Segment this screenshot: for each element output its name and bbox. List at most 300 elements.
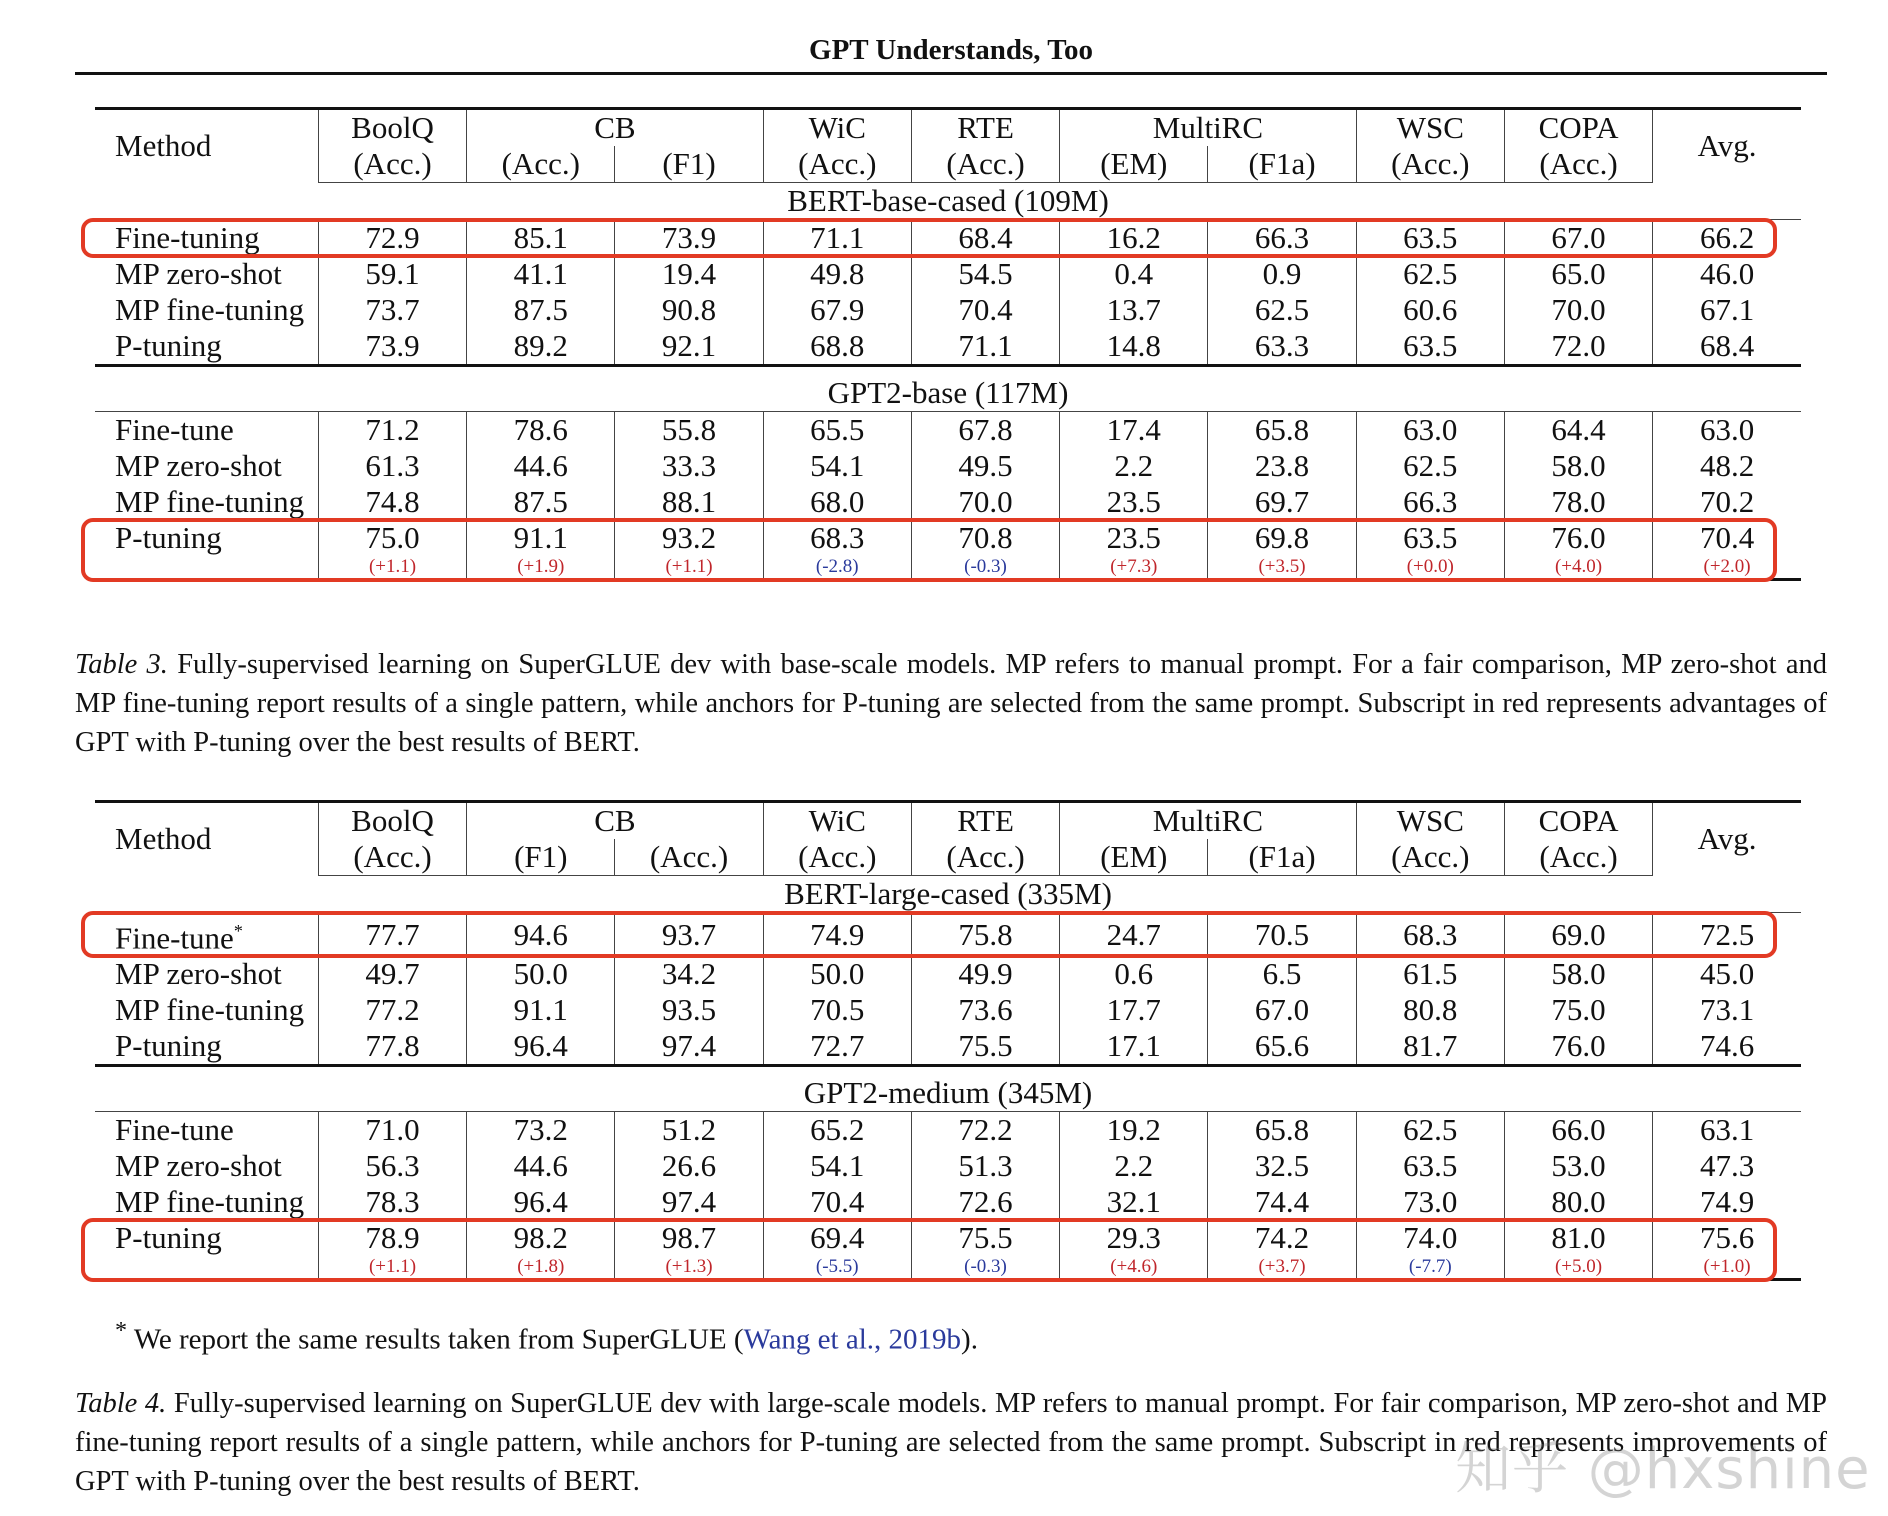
header-subrow [95,146,1801,183]
value-cell [467,448,615,484]
value: 63.0 [1699,412,1755,447]
value: 72.6 [958,1184,1013,1220]
value-cell [1504,412,1652,449]
footnote-end: ). [961,1323,978,1356]
value: 76.0 [1551,520,1606,555]
value: 63.5 [1403,1148,1458,1184]
value: 70.5 [1254,916,1310,952]
value-cell [615,448,763,484]
metric-label: (Acc.) [1504,839,1652,876]
value-cell [1060,1148,1208,1184]
value: 17.7 [1106,992,1161,1028]
value: 96.4 [513,1028,568,1064]
value: 78.0 [1551,484,1606,519]
value: 73.9 [661,220,717,255]
value: 67.8 [958,412,1013,447]
table-row [95,484,1801,520]
value: 19.2 [1106,1112,1161,1148]
value: 98.7 [661,1220,717,1256]
value-cell [1208,1112,1356,1149]
value-cell [1356,1148,1504,1184]
value: 70.0 [1551,292,1606,327]
value: 50.0 [810,956,865,992]
value: 56.3 [365,1148,420,1184]
value: 75.5 [958,1220,1013,1256]
value-cell [1356,1112,1504,1149]
value: 58.0 [1551,956,1606,992]
footnote-citation-link[interactable]: Wang et al., 2019b [743,1323,962,1356]
value: 62.5 [1403,448,1458,483]
value: 63.1 [1699,1112,1755,1148]
value: 71.2 [365,412,420,447]
value: 66.0 [1551,1112,1606,1148]
value: 76.0 [1551,1028,1606,1064]
column-header: WSC [1356,109,1504,147]
value: 69.0 [1551,916,1606,952]
value: 70.5 [810,992,865,1028]
delta-subscript: (+1.1) [368,1256,417,1278]
value: 16.2 [1106,220,1161,255]
value-cell [1504,328,1652,366]
value-cell [318,448,466,484]
value-cell [1653,328,1801,366]
table-row [95,1184,1801,1220]
value-cell [763,956,911,992]
value: 85.1 [513,220,568,255]
value-cell [911,484,1059,520]
value-cell [1356,292,1504,328]
highlight-box-gpt2-medium-ptuning [81,1218,1777,1282]
delta-subscript: (-0.3) [964,556,1007,577]
value: 87.5 [513,484,568,519]
value-cell [1060,256,1208,292]
value: 63.0 [1403,412,1458,447]
delta-subscript: (+4.6) [1110,1256,1158,1278]
value: 24.7 [1106,916,1161,952]
value: 67.9 [810,292,865,327]
column-header: CB [467,109,764,147]
value: 17.1 [1106,1028,1161,1064]
value: 49.8 [810,256,865,291]
value-cell [1060,412,1208,449]
metric-label: (Acc.) [911,839,1059,876]
method-cell [95,1148,318,1184]
column-header: Avg. [1653,802,1801,876]
value: 67.0 [1254,992,1310,1028]
value: 91.1 [513,992,568,1028]
value-cell [1504,484,1652,520]
method-cell [95,328,318,366]
value: 92.1 [661,328,717,363]
column-header: RTE [911,802,1059,840]
highlight-box-bert-base-finetune [81,218,1777,259]
value: 78.3 [365,1184,420,1220]
delta-subscript: (+4.0) [1554,556,1603,577]
value-cell [467,1184,615,1220]
delta-subscript: (-2.8) [815,556,859,577]
value: 13.7 [1106,292,1161,327]
value: 44.6 [513,1148,568,1184]
value: 78.6 [513,412,568,447]
value-cell [318,992,466,1028]
group-header-row [95,366,1801,412]
value: 87.5 [513,292,568,327]
value-cell [1356,448,1504,484]
value-cell [1060,992,1208,1028]
value: 70.4 [1699,520,1755,555]
value: 68.4 [958,220,1013,255]
value-cell [615,292,763,328]
delta-subscript: (+1.8) [517,1256,565,1278]
value-cell [615,956,763,992]
value: 93.5 [661,992,717,1028]
value-cell [911,448,1059,484]
value-cell [1208,1028,1356,1066]
value: 75.8 [958,916,1013,952]
value: 51.2 [661,1112,717,1148]
value: 17.4 [1106,412,1161,447]
table-row [95,256,1801,292]
column-header: Avg. [1653,109,1801,183]
value-cell [1504,1148,1652,1184]
value-cell [1356,1184,1504,1220]
column-header: MultiRC [1060,802,1357,840]
value: 65.8 [1254,412,1310,447]
value-cell [1356,256,1504,292]
value-cell [1653,412,1801,449]
value-cell [318,1184,466,1220]
method-name: Fine-tune [115,1112,234,1148]
column-header: RTE [911,109,1059,147]
value: 68.3 [810,520,865,555]
value: 65.2 [810,1112,865,1148]
value-cell [911,1028,1059,1066]
value: 26.6 [661,1148,717,1184]
metric-label: (Acc.) [763,146,911,183]
value: 32.5 [1254,1148,1310,1184]
value-cell [467,956,615,992]
value-cell [1208,292,1356,328]
value: 19.4 [661,256,717,291]
value: 62.5 [1403,1112,1458,1148]
footnote-text: We report the same results taken from SuperGLUE ( [133,1323,744,1356]
value-cell [911,1184,1059,1220]
value-cell [1060,484,1208,520]
value: 97.4 [661,1184,717,1220]
value-cell [1653,992,1801,1028]
value-cell [1208,956,1356,992]
value-cell [1504,448,1652,484]
header-subrow [95,839,1801,876]
value: 70.4 [958,292,1013,327]
value: 93.7 [661,916,717,952]
method-name: MP zero-shot [115,256,282,291]
value-cell [318,328,466,366]
value: 51.3 [958,1148,1013,1184]
value-cell [911,292,1059,328]
value: 0.6 [1114,956,1154,992]
table4-grid [95,800,1801,1281]
method-name: P-tuning [115,1220,222,1256]
value-cell [1060,328,1208,366]
value: 70.8 [958,520,1013,555]
column-header: CB [467,802,764,840]
highlight-box-gpt2-base-ptuning [81,518,1777,582]
value: 71.0 [365,1112,420,1148]
method-name: P-tuning [115,1028,222,1064]
metric-label: (Acc.) [318,839,466,876]
value: 74.4 [1254,1184,1310,1220]
value-cell [1060,1112,1208,1149]
value: 55.8 [661,412,717,447]
value: 65.0 [1551,256,1606,291]
model-group-title: BERT-base-cased (109M) [95,183,1801,220]
value-cell [1060,448,1208,484]
group-header-row [95,1066,1801,1112]
table-3-caption-text: Fully-supervised learning on SuperGLUE dev with base-scale models. MP refers to manual prompt. For a fair comparison, MP zero-shot and MP fine-tuning report results of a single pattern, while anchors for P-tuning are selected from the same prompt. Subscript in red represents advantages of GPT with P-tuning over the best results of BERT. [75,649,1828,758]
value: 74.9 [810,916,865,952]
value-cell [1208,484,1356,520]
value-cell [1653,256,1801,292]
method-name: MP fine-tuning [115,484,305,519]
value-cell [1504,956,1652,992]
value: 2.2 [1114,1148,1154,1184]
method-cell [95,412,318,449]
footnote-marker: * [115,1317,128,1344]
delta-subscript: (-0.3) [964,1256,1007,1278]
value: 48.2 [1699,448,1755,483]
value: 68.8 [810,328,865,363]
value: 62.5 [1403,256,1458,291]
delta-subscript: (+1.0) [1703,1256,1751,1278]
table-row [95,1028,1801,1066]
method-name: Fine-tune [115,920,234,956]
value: 63.5 [1403,220,1458,255]
method-header: Method [95,109,318,183]
value-cell [763,412,911,449]
value: 74.9 [1699,1184,1755,1220]
value: 88.1 [661,484,717,519]
delta-subscript: (+1.3) [665,1256,713,1278]
table-4-footnote [115,1313,978,1358]
value-cell [1653,292,1801,328]
value-cell [467,484,615,520]
value-cell [763,448,911,484]
value: 53.0 [1551,1148,1606,1184]
delta-subscript: (+1.1) [368,556,417,577]
value-cell [467,412,615,449]
method-header: Method [95,802,318,876]
value: 63.5 [1403,328,1458,363]
value: 23.8 [1254,448,1310,483]
value: 73.2 [513,1112,568,1148]
value-cell [318,292,466,328]
value: 65.6 [1254,1028,1310,1064]
method-cell [95,1112,318,1149]
delta-subscript: (+5.0) [1554,1256,1603,1278]
value-cell [1504,1028,1652,1066]
value-cell [1356,956,1504,992]
value: 65.8 [1254,1112,1310,1148]
value: 54.5 [958,256,1013,291]
value-cell [467,992,615,1028]
value: 46.0 [1699,256,1755,291]
value: 96.4 [513,1184,568,1220]
value-cell [763,256,911,292]
metric-label: (Acc.) [763,839,911,876]
value-cell [1060,292,1208,328]
method-name: MP fine-tuning [115,992,305,1028]
value: 73.1 [1699,992,1755,1028]
value: 63.5 [1403,520,1458,555]
method-cell [95,448,318,484]
column-header: WiC [763,109,911,147]
method-name: MP zero-shot [115,1148,282,1184]
value: 73.6 [958,992,1013,1028]
header-row [95,109,1801,147]
value: 67.0 [1551,220,1606,255]
value: 63.3 [1254,328,1310,363]
value-cell [1653,1028,1801,1066]
watermark: 知乎 @hxshine [1455,1437,1871,1502]
value-cell [1208,992,1356,1028]
delta-subscript: (+3.7) [1258,1256,1306,1278]
value: 0.9 [1262,256,1302,291]
value: 0.4 [1114,256,1154,291]
value-cell [763,992,911,1028]
metric-label: (EM) [1060,146,1208,183]
value: 72.5 [1699,916,1755,952]
table-row [95,1112,1801,1149]
value: 66.2 [1699,220,1755,255]
table3-grid [95,107,1801,581]
delta-subscript: (+1.9) [517,556,565,577]
value: 2.2 [1114,448,1154,483]
value-cell [615,328,763,366]
value-cell [911,412,1059,449]
value-cell [1504,256,1652,292]
column-header: WiC [763,802,911,840]
metric-label: (Acc.) [1356,146,1504,183]
value: 14.8 [1106,328,1161,363]
value-cell [1504,292,1652,328]
value-cell [467,1112,615,1149]
value: 69.4 [810,1220,865,1256]
value: 71.1 [810,220,865,255]
value: 70.2 [1699,484,1755,519]
value: 72.0 [1551,328,1606,363]
value: 73.9 [365,328,420,363]
value-cell [467,1028,615,1066]
value: 93.2 [661,520,717,555]
delta-subscript: (+2.0) [1703,556,1751,577]
delta-subscript: (-7.7) [1408,1256,1452,1278]
value-cell [318,1112,466,1149]
value: 77.7 [365,916,420,952]
value-cell [1653,1112,1801,1149]
value: 49.5 [958,448,1013,483]
metric-label: (Acc.) [911,146,1059,183]
table-3-caption [75,645,1827,762]
table-row [95,992,1801,1028]
method-name: Fine-tune [115,412,234,447]
metric-label: (Acc.) [467,146,615,183]
value: 34.2 [661,956,717,992]
value: 47.3 [1699,1148,1755,1184]
value-cell [1356,412,1504,449]
table-row [95,1148,1801,1184]
value: 97.4 [661,1028,717,1064]
delta-subscript: (+1.1) [665,556,713,577]
value-cell [911,992,1059,1028]
method-cell [95,992,318,1028]
value-cell [318,484,466,520]
delta-subscript: (+3.5) [1258,556,1306,577]
column-header: MultiRC [1060,109,1357,147]
metric-label: (Acc.) [318,146,466,183]
value-cell [1060,1028,1208,1066]
metric-label: (Acc.) [1356,839,1504,876]
value: 71.1 [958,328,1013,363]
value-cell [911,1112,1059,1149]
method-cell [95,956,318,992]
value: 23.5 [1106,520,1161,555]
metric-label: (F1a) [1208,146,1356,183]
value: 69.8 [1254,520,1310,555]
metric-label: (Acc.) [1504,146,1652,183]
metric-label: (F1a) [1208,839,1356,876]
value: 33.3 [661,448,717,483]
value-cell [911,956,1059,992]
value: 49.7 [365,956,420,992]
value: 66.3 [1254,220,1310,255]
model-group-title: GPT2-base (117M) [95,366,1801,412]
value-cell [763,1148,911,1184]
value: 74.8 [365,484,420,519]
value: 54.1 [810,1148,865,1184]
value-cell [318,412,466,449]
value: 60.6 [1403,292,1458,327]
table-row [95,956,1801,992]
value-cell [1356,328,1504,366]
value: 75.6 [1699,1220,1755,1256]
method-cell [95,292,318,328]
value: 49.9 [958,956,1013,992]
value-cell [763,292,911,328]
value: 77.8 [365,1028,420,1064]
value: 72.2 [958,1112,1013,1148]
value: 90.8 [661,292,717,327]
value: 81.7 [1403,1028,1458,1064]
method-name: MP zero-shot [115,956,282,992]
value-cell [1356,1028,1504,1066]
highlight-box-bert-large-finetune [81,911,1777,959]
value-cell [1653,1184,1801,1220]
value: 68.0 [810,484,865,519]
value: 73.7 [365,292,420,327]
value-cell [1208,412,1356,449]
value-cell [1504,992,1652,1028]
value: 74.6 [1699,1028,1755,1064]
method-name: Fine-tuning [115,220,260,255]
value: 67.1 [1699,292,1755,327]
value: 68.3 [1403,916,1458,952]
model-group-title: BERT-large-cased (335M) [95,876,1801,913]
value: 66.3 [1403,484,1458,519]
method-cell [95,1184,318,1220]
value-cell [763,484,911,520]
value: 77.2 [365,992,420,1028]
